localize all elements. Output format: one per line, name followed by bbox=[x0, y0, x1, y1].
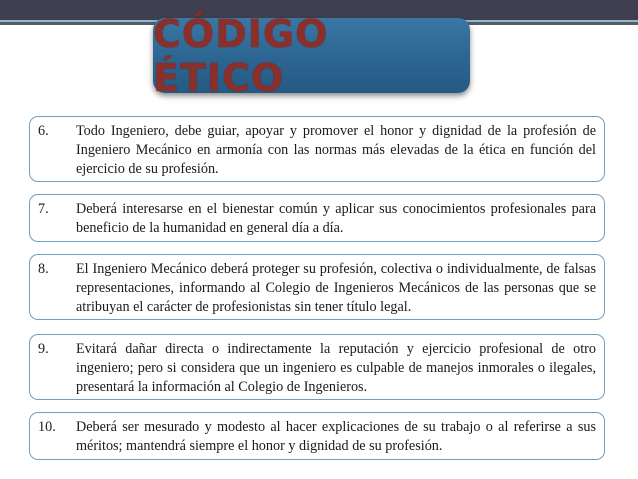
item-number: 10. bbox=[38, 419, 56, 435]
item-number: 6. bbox=[38, 123, 49, 139]
ethics-item-7 bbox=[29, 194, 605, 242]
title-banner bbox=[153, 11, 470, 100]
item-text: Deberá ser mesurado y modesto al hacer explicaciones de su trabajo o al referirse a sus méritos; mantendrá siempre el honor y dignidad de su profesión. bbox=[76, 419, 596, 454]
item-number: 8. bbox=[38, 261, 49, 277]
item-text: El Ingeniero Mecánico deberá proteger su profesión, colectiva o individualmente, de falsas representaciones, informando al Colegio de Ingenieros Mecánicos de las personas que se atribuyan el carácter de profesionistas sin tener título legal. bbox=[76, 261, 596, 315]
ethics-item-10 bbox=[29, 412, 605, 460]
item-number: 9. bbox=[38, 341, 49, 357]
ethics-item-6 bbox=[29, 116, 605, 182]
item-number: 7. bbox=[38, 201, 49, 217]
item-text: Todo Ingeniero, debe guiar, apoyar y promover el honor y dignidad de la profesión de Ingeniero Mecánico en armonía con las normas más elevadas de la ética en función del ejercicio de su profesión. bbox=[76, 123, 596, 177]
item-text: Evitará dañar directa o indirectamente la reputación y ejercicio profesional de otro ingeniero; pero si considera que un ingeniero es culpable de manejos inmorales o ilegales, presentará la información al Colegio de Ingenieros. bbox=[76, 341, 596, 395]
ethics-item-8 bbox=[29, 254, 605, 320]
item-text: Deberá interesarse en el bienestar común y aplicar sus conocimientos profesionales para beneficio de la humanidad en general día a día. bbox=[76, 201, 596, 236]
ethics-item-9 bbox=[29, 334, 605, 400]
slide-title: CÓDIGO ÉTICO bbox=[153, 11, 329, 100]
